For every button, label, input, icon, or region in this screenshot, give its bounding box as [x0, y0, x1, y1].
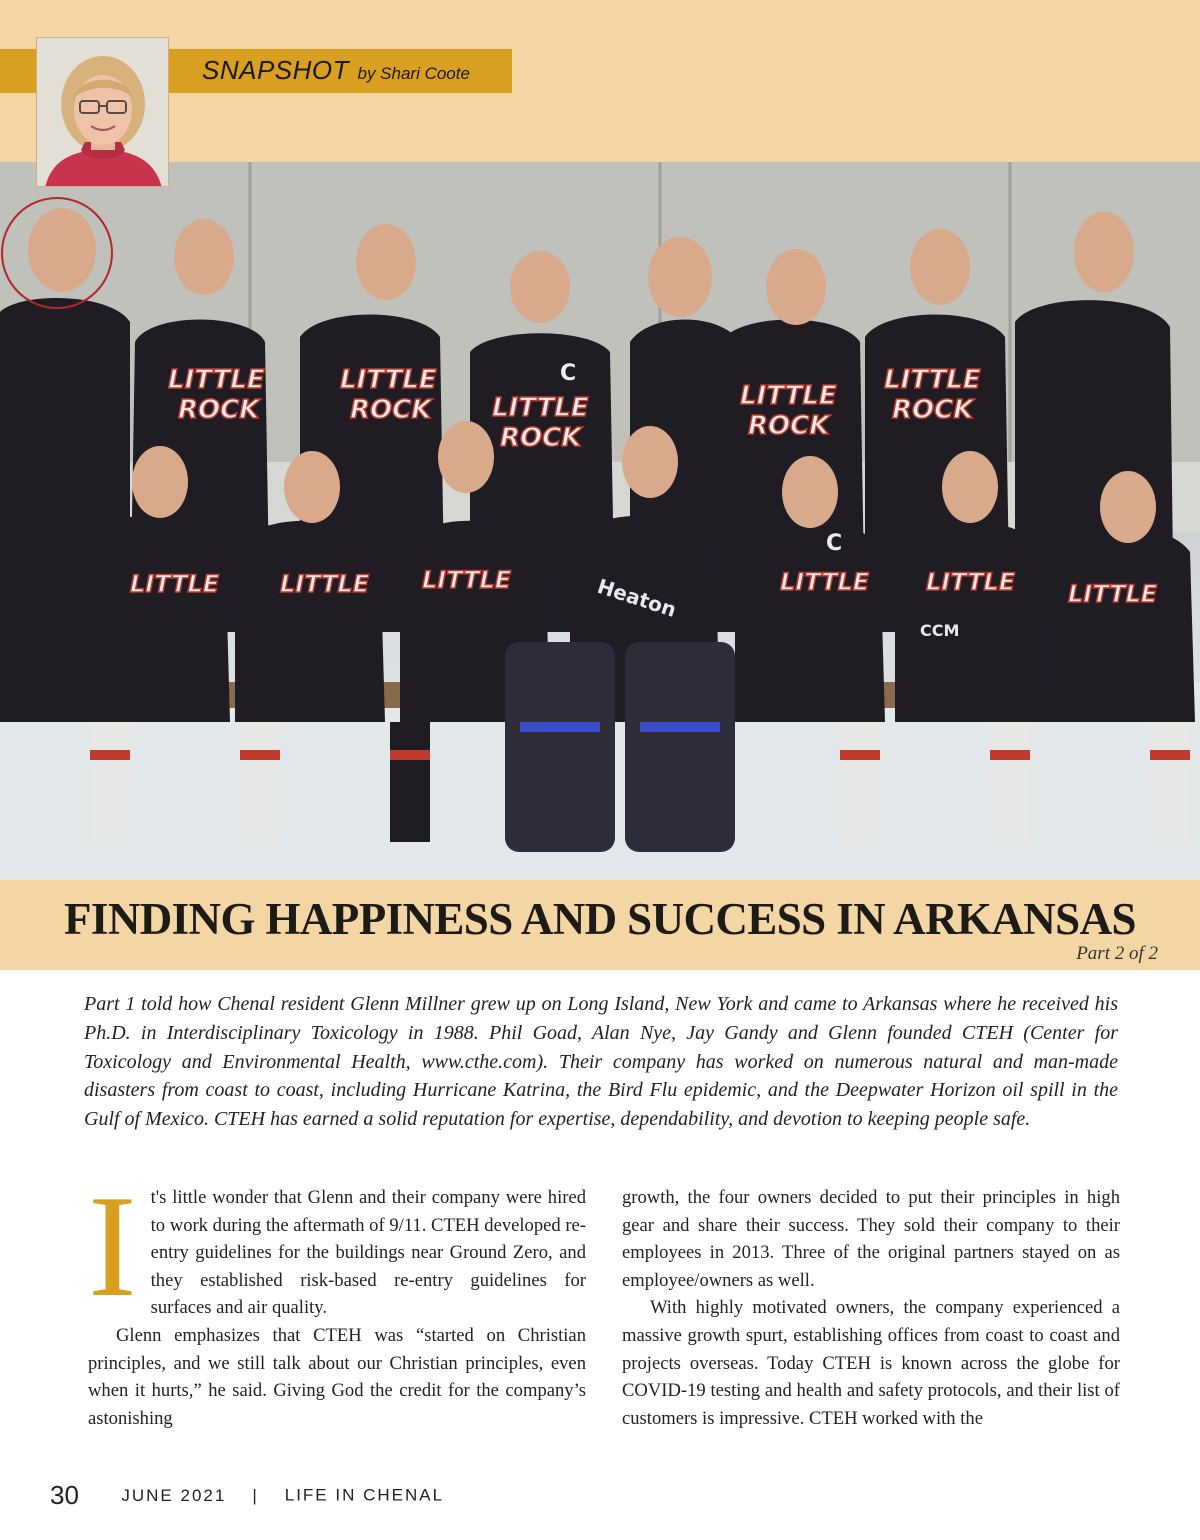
footer-separator: |	[252, 1485, 259, 1505]
article-title: FINDING HAPPINESS AND SUCCESS IN ARKANSAS	[64, 894, 1136, 944]
author-headshot	[36, 37, 169, 187]
page-number: 30	[50, 1480, 79, 1510]
jersey-text: LITTLE	[740, 381, 837, 411]
jersey-text: LITTLE	[926, 568, 1016, 596]
drop-cap: I	[88, 1165, 137, 1327]
jersey-text: ROCK	[892, 395, 974, 425]
hockey-team-photo	[0, 162, 1200, 880]
paragraph: Glenn emphasizes that CTEH was “started on Christian principles, and we still talk about our Christian principles, even when it hurts,” he said. Giving God the credit for the company’s astonishing	[88, 1324, 586, 1429]
jersey-text: LITTLE	[280, 570, 370, 598]
jersey-text: LITTLE	[1068, 580, 1158, 608]
paragraph: growth, the four owners decided to put their principles in high gear and share their success. They sold their company to their employees in 2013. Three of the original partners stayed on as employee/owners as well.	[622, 1187, 1120, 1291]
issue-date: JUNE 2021	[121, 1485, 227, 1505]
jersey-text: LITTLE	[130, 570, 220, 598]
column-byline: by Shari Coote	[357, 64, 470, 83]
captain-mark: C	[560, 361, 577, 386]
column-kicker: SNAPSHOT	[202, 55, 350, 85]
series-part: Part 2 of 2	[1076, 943, 1158, 964]
jersey-text: LITTLE	[422, 566, 512, 594]
paragraph-text: t's little wonder that Glenn and their company were hired to work during the aftermath of 9/11. CTEH developed re-entry guidelines for the buildings near Ground Zero, and they established risk-based re-entry guidelines for surfaces and air quality.	[150, 1187, 586, 1319]
jersey-text: ROCK	[178, 395, 260, 425]
body-column-left	[88, 1165, 586, 1432]
team-photo-illustration	[0, 162, 1200, 880]
publication-name: LIFE IN CHENAL	[284, 1485, 445, 1505]
paragraph	[88, 1165, 586, 1327]
column-tag	[202, 55, 470, 86]
jersey-text: LITTLE	[492, 393, 589, 423]
jersey-text: LITTLE	[340, 365, 437, 395]
jersey-text: LITTLE	[168, 365, 265, 395]
glove-brand: CCM	[920, 621, 960, 640]
goalie-pad-brand: Heaton	[594, 573, 680, 622]
author-portrait-icon	[37, 38, 169, 187]
paragraph: With highly motivated owners, the company experienced a massive growth spurt, establishing offices from coast to coast and projects overseas. Today CTEH is known across the globe for COVID-19 testing and health and safety protocols, and their list of customers is impressive. CTEH worked with the	[622, 1297, 1120, 1429]
captain-mark: C	[826, 531, 843, 556]
article-intro: Part 1 told how Chenal resident Glenn Millner grew up on Long Island, New York and came to Arkansas where he received his Ph.D. in Interdisciplinary Toxicology in 1988. Phil Goad, Alan Nye, Jay Gandy and Glenn founded CTEH (Center for Toxicology and Environmental Health, www.cthe.com). Their company has worked on numerous natural and man-made disasters from coast to coast, including Hurricane Katrina, the Bird Flu epidemic, and the Deepwater Horizon oil spill in the Gulf of Mexico. CTEH has earned a solid reputation for expertise, dependability, and devotion to keeping people safe.	[84, 993, 1118, 1131]
jersey-text: ROCK	[350, 395, 432, 425]
jersey-text: LITTLE	[884, 365, 981, 395]
jersey-text: ROCK	[748, 411, 830, 441]
jersey-text: ROCK	[500, 423, 582, 453]
page-footer	[50, 1480, 444, 1511]
jersey-text: LITTLE	[780, 568, 870, 596]
body-column-right	[622, 1184, 1120, 1432]
